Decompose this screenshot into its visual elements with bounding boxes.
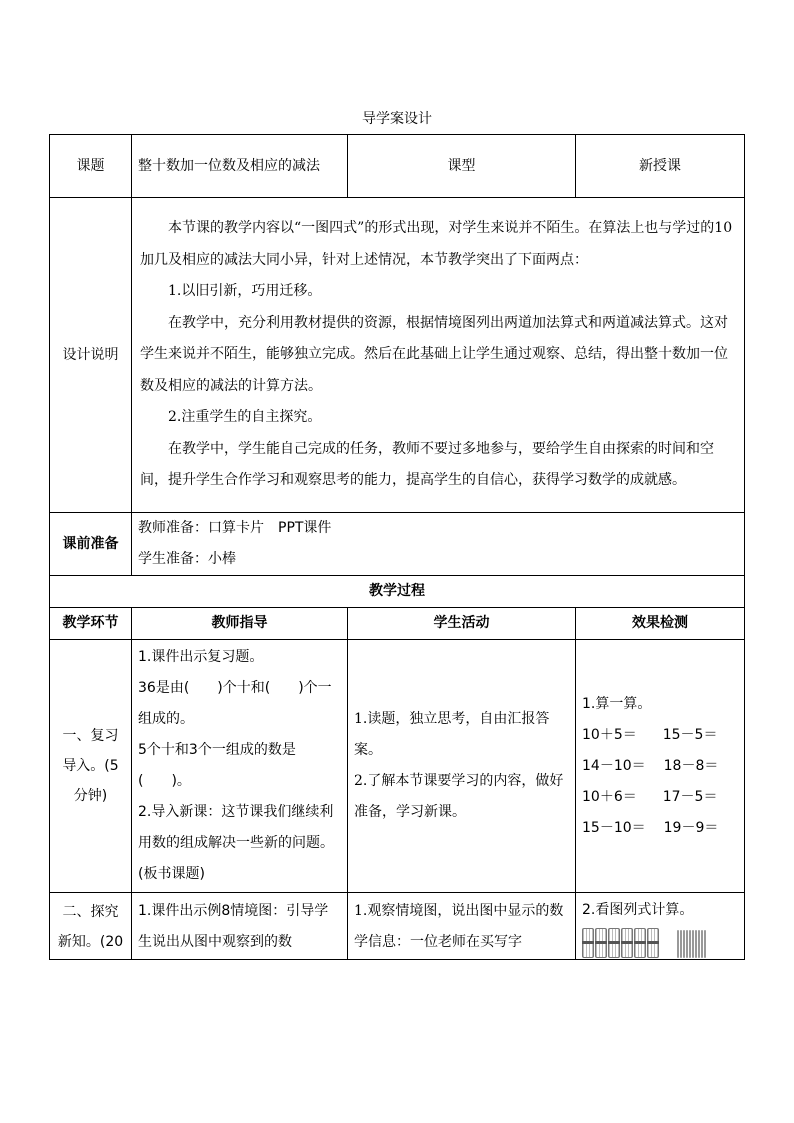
ten-stick-bundles bbox=[582, 928, 659, 958]
equation: 10＋5＝ bbox=[582, 726, 637, 743]
check-title: 1.算一算。 bbox=[582, 695, 652, 712]
stage-2-student: 1.观察情境图，说出图中显示的数学信息：一位老师在买写字 bbox=[348, 893, 576, 960]
stick-icon bbox=[680, 930, 682, 958]
equation: 19－9＝ bbox=[663, 819, 719, 836]
process-title: 教学过程 bbox=[50, 576, 745, 608]
student-prep: 学生准备：小棒 bbox=[138, 551, 236, 567]
prep-label: 课前准备 bbox=[50, 513, 132, 576]
stick-icon bbox=[689, 930, 691, 958]
teacher-step: 36是由( )个十和( )个一组成的。 bbox=[138, 680, 332, 727]
design-point-1: 1.以旧引新，巧用迁移。 bbox=[168, 283, 322, 300]
header-row bbox=[50, 135, 745, 198]
teacher-step: 1.课件出示复习题。 bbox=[138, 649, 264, 665]
bundle-icon bbox=[621, 928, 633, 958]
stage-2-check bbox=[576, 893, 745, 960]
document-title: 导学案设计 bbox=[362, 111, 432, 127]
column-header-teacher: 教师指导 bbox=[132, 608, 348, 640]
stage-1-check bbox=[576, 640, 745, 893]
equation: 15－10＝ bbox=[582, 819, 646, 836]
stage-2-name: 二、探究新知。(20 bbox=[50, 893, 132, 960]
stage-2-row bbox=[50, 893, 745, 960]
design-paragraph: 在教学中，学生能自己完成的任务，教师不要过多地参与，要给学生自由探索的时间和空间，提升学生合作学习和观察思考的能力，提高学生的自信心，获得学习数学的成就感。 bbox=[140, 440, 714, 489]
stage-1-teacher bbox=[132, 640, 348, 893]
design-paragraph: 在教学中，充分利用教材提供的资源，根据情境图列出两道加法算式和两道减法算式。这对学生来说并不陌生，能够独立完成。然后在此基础上让学生通过观察、总结，得出整十数加一位数及相应的减法的计算方法。 bbox=[140, 314, 728, 394]
student-step: 1.读题，独立思考，自由汇报答案。 bbox=[354, 711, 550, 758]
column-header-stage: 教学环节 bbox=[50, 608, 132, 640]
type-label: 课型 bbox=[348, 135, 576, 198]
bundle-icon bbox=[634, 928, 646, 958]
check-row bbox=[582, 751, 738, 782]
stick-icon bbox=[677, 930, 679, 958]
equation: 15－5＝ bbox=[662, 726, 718, 743]
stage-1-name: 一、复习导入。(5分钟) bbox=[50, 640, 132, 893]
design-description bbox=[132, 198, 745, 513]
prep-content bbox=[132, 513, 745, 576]
check-row bbox=[582, 782, 738, 813]
check-row bbox=[582, 720, 738, 751]
equation: 18－8＝ bbox=[663, 757, 719, 774]
check-title: 2.看图列式计算。 bbox=[582, 902, 694, 918]
bundle-icon bbox=[608, 928, 620, 958]
stick-icon bbox=[686, 930, 688, 958]
column-header-row bbox=[50, 608, 745, 640]
stick-icon bbox=[698, 930, 700, 958]
student-step: 2.了解本节课要学习的内容，做好准备，学习新课。 bbox=[354, 773, 564, 820]
type-value: 新授课 bbox=[576, 135, 745, 198]
design-point-2: 2.注重学生的自主探究。 bbox=[168, 409, 322, 426]
teacher-prep: 教师准备：口算卡片 PPT课件 bbox=[138, 520, 332, 536]
teacher-step: 5个十和3个一组成的数是( )。 bbox=[138, 742, 296, 789]
bundle-icon bbox=[582, 928, 594, 958]
lesson-plan-table bbox=[49, 134, 745, 960]
stick-icon bbox=[701, 930, 703, 958]
stick-icon bbox=[704, 930, 706, 958]
process-title-row bbox=[50, 576, 745, 608]
equation: 14－10＝ bbox=[582, 757, 646, 774]
column-header-student: 学生活动 bbox=[348, 608, 576, 640]
stick-icon bbox=[692, 930, 694, 958]
stage-1-row bbox=[50, 640, 745, 893]
stick-icon bbox=[695, 930, 697, 958]
prep-row bbox=[50, 513, 745, 576]
equation: 17－5＝ bbox=[662, 788, 718, 805]
design-paragraph: 本节课的教学内容以“一图四式”的形式出现，对学生来说并不陌生。在算法上也与学过的10加几及相应的减法大同小异，针对上述情况，本节教学突出了下面两点： bbox=[140, 220, 733, 268]
equation: 10＋6＝ bbox=[582, 788, 637, 805]
column-header-check: 效果检测 bbox=[576, 608, 745, 640]
topic-label: 课题 bbox=[50, 135, 132, 198]
design-row bbox=[50, 198, 745, 513]
teacher-step: 2.导入新课：这节课我们继续利用数的组成解决一些新的问题。(板书课题) bbox=[138, 804, 334, 882]
bundle-icon bbox=[647, 928, 659, 958]
stick-bundles-image bbox=[582, 928, 738, 958]
stick-icon bbox=[683, 930, 685, 958]
bundle-icon bbox=[595, 928, 607, 958]
topic-value: 整十数加一位数及相应的减法 bbox=[132, 135, 348, 198]
check-row bbox=[582, 813, 738, 844]
design-label: 设计说明 bbox=[50, 198, 132, 513]
stage-1-student bbox=[348, 640, 576, 893]
stage-2-teacher: 1.课件出示例8情境图：引导学生说出从图中观察到的数 bbox=[132, 893, 348, 960]
single-sticks bbox=[677, 930, 706, 958]
